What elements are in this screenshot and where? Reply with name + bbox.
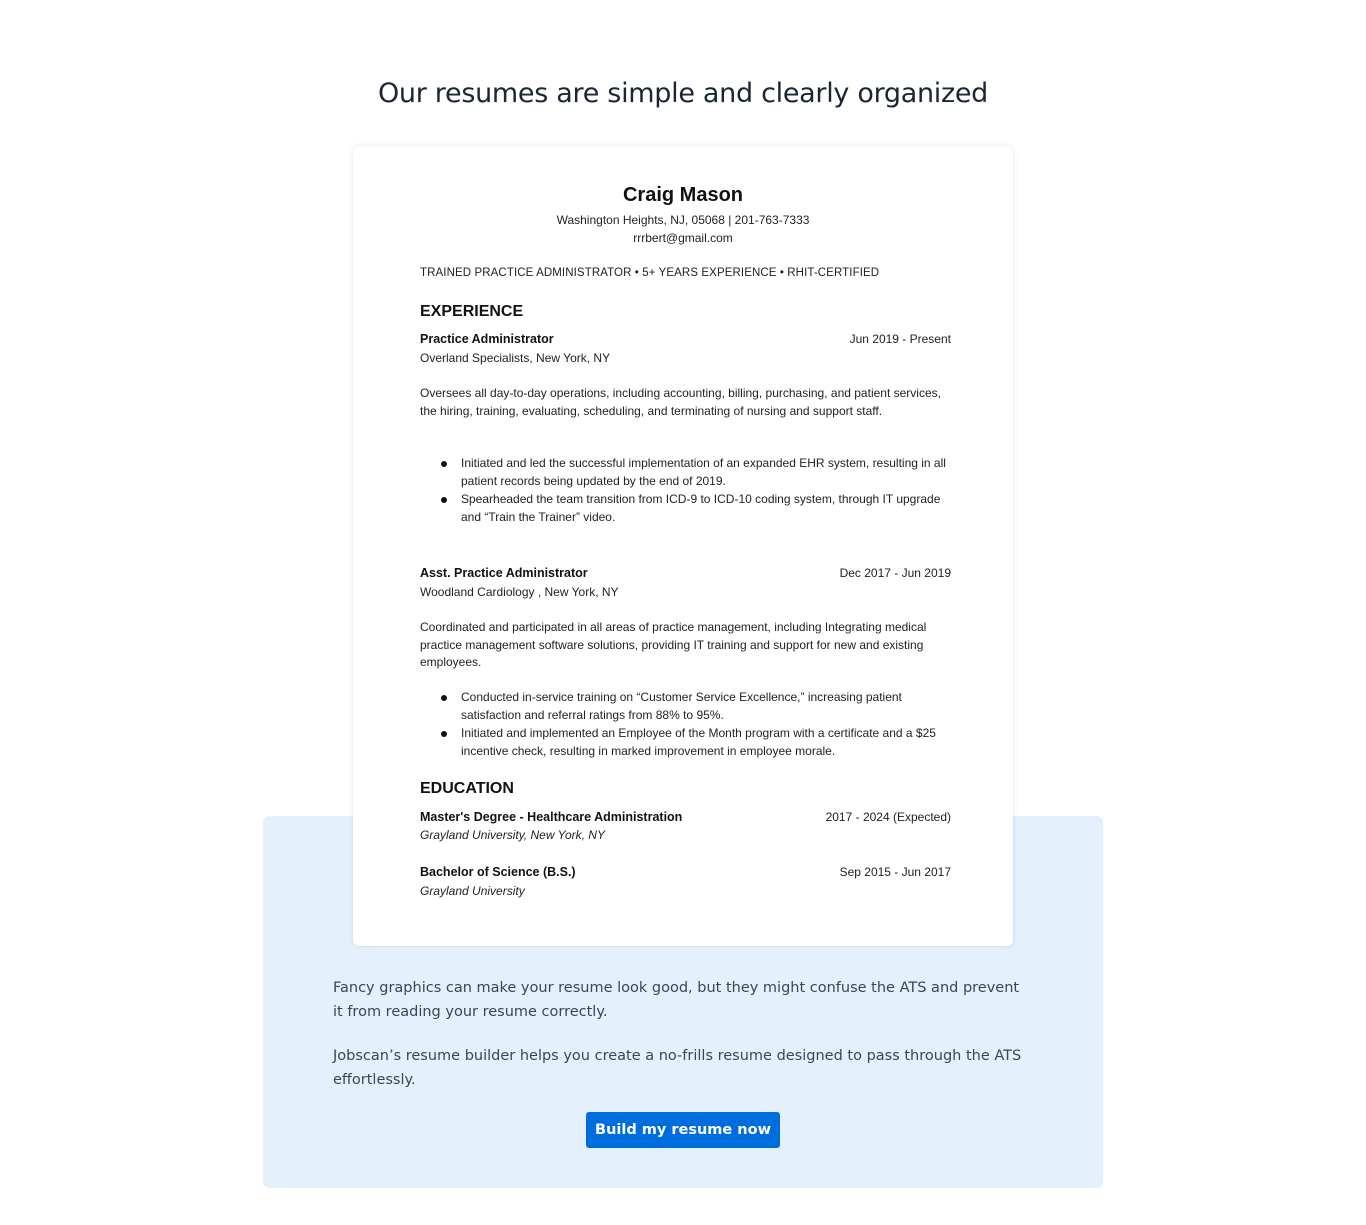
- job-title: Practice Administrator: [420, 332, 554, 346]
- resume-contact-address-phone: Washington Heights, NJ, 05068 | 201-763-7333: [556, 213, 810, 227]
- job-company: Overland Specialists, New York, NY: [420, 351, 611, 365]
- resume-name: Craig Mason: [622, 184, 744, 206]
- bullet-icon: [441, 497, 447, 503]
- resume-contact-email: rrrbert@gmail.com: [633, 231, 733, 245]
- build-resume-button[interactable]: Build my resume now: [586, 1112, 780, 1148]
- education-degree: Bachelor of Science (B.S.): [420, 865, 576, 879]
- job-bullet: Spearheaded the team transition from ICD-9 to ICD-10 coding system, through IT upgrade and “Train the Trainer” video.: [440, 491, 955, 526]
- job-company: Woodland Cardiology , New York, NY: [420, 585, 619, 599]
- education-school: Grayland University, New York, NY: [420, 828, 605, 842]
- experience-heading: EXPERIENCE: [420, 303, 524, 320]
- job-bullets: [440, 455, 955, 527]
- bullet-icon: [441, 731, 447, 737]
- education-heading: EDUCATION: [420, 780, 514, 797]
- education-dates: 2017 - 2024 (Expected): [825, 810, 951, 824]
- job-bullet: Initiated and implemented an Employee of the Month program with a certificate and a $25 incentive check, resulting in marked improvement in employee morale.: [440, 725, 955, 760]
- job-title: Asst. Practice Administrator: [420, 566, 588, 580]
- bullet-icon: [441, 695, 447, 701]
- panel-paragraph-builder: Jobscan’s resume builder helps you create a no-frills resume designed to pass through the ATS effortlessly.: [333, 1048, 1022, 1088]
- panel-paragraph-graphics: Fancy graphics can make your resume look good, but they might confuse the ATS and prevent it from reading your resume correctly.: [333, 980, 1020, 1020]
- bullet-icon: [441, 461, 447, 467]
- resume-preview-card: [353, 146, 1013, 946]
- job-description: Coordinated and participated in all areas of practice management, including Integrating medical practice management software solutions, providing IT training and support for new and existing employees.: [420, 620, 927, 669]
- section-title: Our resumes are simple and clearly organized: [377, 78, 989, 109]
- job-dates: Dec 2017 - Jun 2019: [839, 566, 951, 580]
- job-dates: Jun 2019 - Present: [849, 332, 951, 346]
- job-bullet: Conducted in-service training on “Customer Service Excellence,” increasing patient satisfaction and referral ratings from 88% to 95%.: [440, 689, 955, 724]
- job-bullets: [440, 689, 955, 761]
- education-header: [420, 810, 951, 824]
- job-description: Oversees all day-to-day operations, including accounting, billing, purchasing, and patient services, the hiring, training, evaluating, scheduling, and terminating of nursing and support staff.: [420, 386, 941, 418]
- education-header: [420, 865, 951, 879]
- job-bullet: Initiated and led the successful implementation of an expanded EHR system, resulting in all patient records being updated by the end of 2019.: [440, 455, 955, 490]
- education-dates: Sep 2015 - Jun 2017: [839, 865, 951, 879]
- resume-summary: TRAINED PRACTICE ADMINISTRATOR • 5+ YEARS EXPERIENCE • RHIT-CERTIFIED: [420, 267, 880, 279]
- job-header: [420, 566, 951, 580]
- education-degree: Master's Degree - Healthcare Administration: [420, 810, 683, 824]
- job-header: [420, 332, 951, 346]
- education-school: Grayland University: [420, 884, 525, 898]
